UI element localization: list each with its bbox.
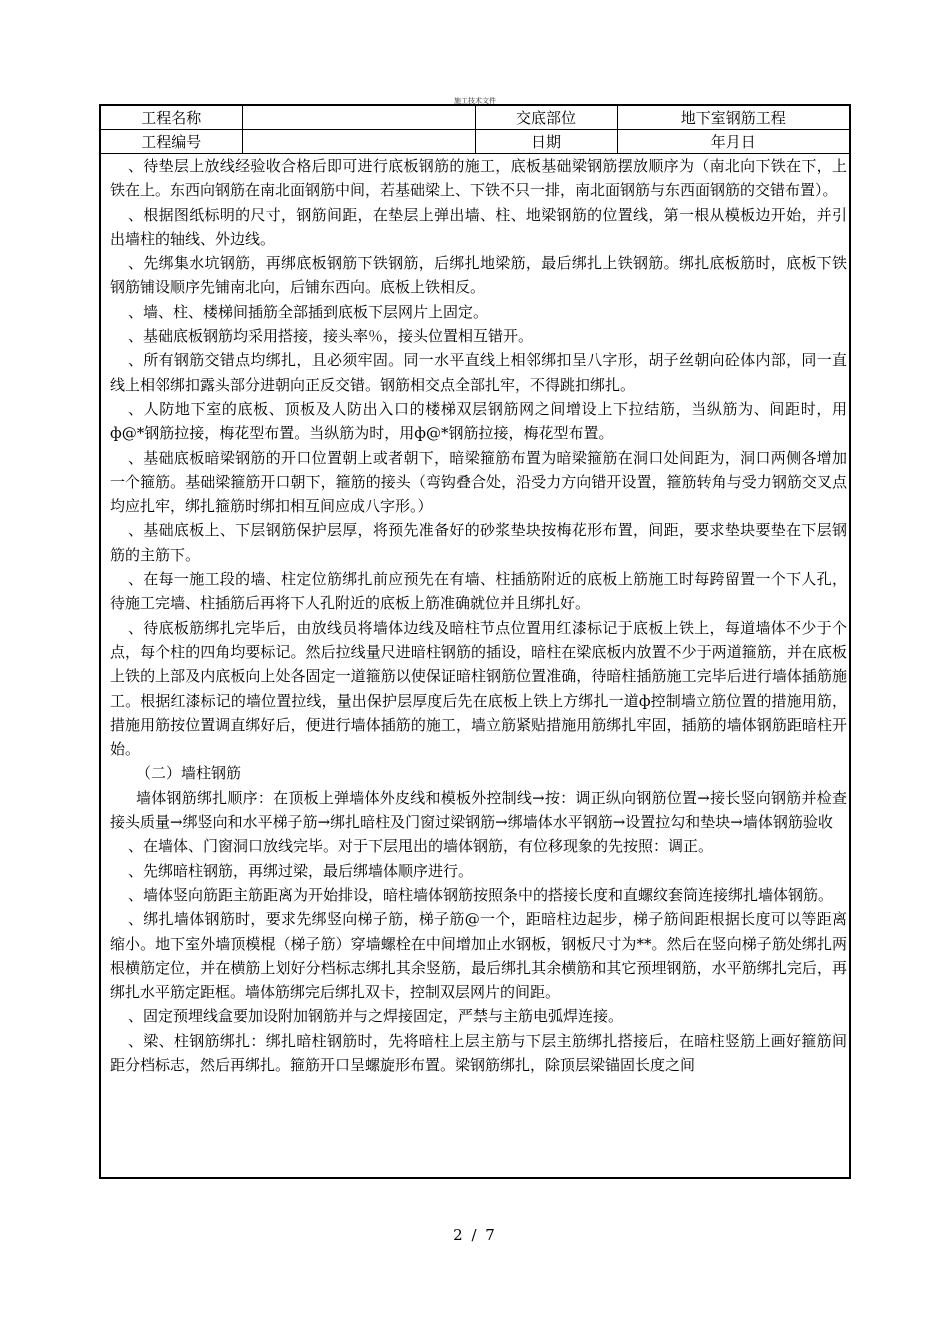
info-row-project <box>101 106 849 130</box>
paragraph: 墙体钢筋绑扎顺序：在顶板上弹墙体外皮线和模板外控制线→按：调正纵向钢筋位置→接长竖向钢筋并检查接头质量→绑竖向和水平梯子筋→绑扎暗柱及门窗过梁钢筋→绑墙体水平钢筋→设置拉勾和垫块→墙体钢筋验收 <box>110 788 847 832</box>
paragraph: 、梁、柱钢筋绑扎：绑扎暗柱钢筋时，先将暗柱上层主筋与下层主筋绑扎搭接后，在暗柱竖筋上画好箍筋间距分档标志，然后再绑扎。箍筋开口呈螺旋形布置。梁钢筋绑扎，除顶层梁锚固长度之间 <box>110 1031 847 1074</box>
paragraph: 、墙、柱、楼梯间插筋全部插到底板下层网片上固定。 <box>128 302 489 321</box>
info-row-number <box>101 130 849 154</box>
paragraph: 、待垫层上放线经验收合格后即可进行底板钢筋的施工，底板基础梁钢筋摆放顺序为（南北向下铁在下，上铁在上。东西向钢筋在南北面钢筋中间，若基础梁上、下铁不只一排，南北面钢筋与东西面钢筋的交错布置）。 <box>110 157 847 200</box>
date-value: 年月日 <box>617 130 849 154</box>
project-no-value <box>242 130 475 154</box>
paragraph: 、在墙体、门窗洞口放线完毕。对于下层甩出的墙体钢筋，有位移现象的先按照：调正。 <box>128 837 714 856</box>
paragraph: 、根据图纸标明的尺寸，钢筋间距，在垫层上弹出墙、柱、地梁钢筋的位置线，第一根从模板边开始，并引出墙柱的轴线、外边线。 <box>110 205 847 248</box>
paragraph: 、待底板筋绑扎完毕后，由放线员将墙体边线及暗柱节点位置用红漆标记于底板上铁上，每道墙体不少于个点，每个柱的四角均要标记。然后拉线量尺进暗柱钢筋的插设，暗柱在梁底板内放置不少于两道箍筋，并在底板上铁的上部及内底板向上处各固定一道箍筋以使保证暗柱钢筋位置准确，待暗柱插筋施工完毕后进行墙体插筋施工。根据红漆标记的墙位置拉线，量出保护层厚度后先在底板上铁上方绑扎一道ф控制墙立筋位置的措施用筋，措施用筋按位置调直绑好后，便进行墙体插筋的施工，墙立筋紧贴措施用筋绑扎牢固，插筋的墙体钢筋距暗柱开始。 <box>110 618 847 759</box>
project-name-value <box>242 106 475 130</box>
subsection-title: （二）墙柱钢筋 <box>136 764 242 783</box>
paragraph: 、固定预埋线盒要加设附加钢筋并与之焊接固定，严禁与主筋电弧焊连接。 <box>128 1007 624 1026</box>
paragraph: 、基础底板暗梁钢筋的开口位置朝上或者朝下，暗梁箍筋布置为暗梁箍筋在洞口处间距为，洞口两侧各增加一个箍筋。基础梁箍筋开口朝下，箍筋的接头（弯钩叠合处，沿受力方向错开设置，箍筋转角与受力钢筋交叉点均应扎牢，绑扎箍筋时绑扣相互间应成八字形。） <box>110 448 847 516</box>
disclosure-content <box>101 154 849 1077</box>
paragraph: 、人防地下室的底板、顶板及人防出入口的楼梯双层钢筋网之间增设上下拉结筋，当纵筋为、间距时，用ф@*钢筋拉接，梅花型布置。当纵筋为时，用ф@*钢筋拉接，梅花型布置。 <box>110 399 847 443</box>
project-name-label: 工程名称 <box>101 106 242 130</box>
paragraph: 、墙体竖向筋距主筋距离为开始排设，暗柱墙体钢筋按照条中的搭接长度和直螺纹套筒连接绑扎墙体钢筋。 <box>128 885 834 904</box>
section-label: 交底部位 <box>475 106 617 130</box>
date-label: 日期 <box>475 130 617 154</box>
info-table <box>101 106 849 154</box>
page-number: 2 / 7 <box>453 1226 497 1244</box>
header-note: 施工技术文件 <box>454 97 496 105</box>
technical-disclosure-sheet <box>99 104 851 1179</box>
paragraph: 、先绑集水坑钢筋，再绑底板钢筋下铁钢筋，后绑扎地梁筋，最后绑扎上铁钢筋。绑扎底板筋时，底板下铁钢筋铺设顺序先铺南北向，后铺东西向。底板上铁相反。 <box>110 254 847 297</box>
paragraph: 、基础底板上、下层钢筋保护层厚，将预先准备好的砂浆垫块按梅花形布置，间距，要求垫块要垫在下层钢筋的主筋下。 <box>110 521 847 564</box>
paragraph: 、绑扎墙体钢筋时，要求先绑竖向梯子筋，梯子筋@一个，距暗柱边起步，梯子筋间距根据长度可以等距离缩小。地下室外墙顶模棍（梯子筋）穿墙螺栓在中间增加止水钢板，钢板尺寸为**。然后在竖向梯子筋处绑扎两根横筋定位，并在横筋上划好分档标志绑扎其余竖筋，最后绑扎其余横筋和其它预埋钢筋，水平筋绑扎完后，再绑扎水平筋定距框。墙体筋绑完后绑扎双卡，控制双层网片的间距。 <box>110 910 847 1002</box>
paragraph: 、在每一施工段的墙、柱定位筋绑扎前应预先在有墙、柱插筋附近的底板上筋施工时每跨留置一个下人孔，待施工完墙、柱插筋后再将下人孔附近的底板上筋准确就位并且绑扎好。 <box>110 570 847 613</box>
section-value: 地下室钢筋工程 <box>617 106 849 130</box>
paragraph: 、基础底板钢筋均采用搭接，接头率％，接头位置相互错开。 <box>128 327 534 346</box>
paragraph: 、所有钢筋交错点均绑扎，且必须牢固。同一水平直线上相邻绑扣呈八字形，胡子丝朝向砼体内部，同一直线上相邻绑扣露头部分进朝向正反交错。钢筋相交点全部扎牢，不得跳扣绑扎。 <box>110 351 847 394</box>
paragraph: 、先绑暗柱钢筋，再绑过梁，最后绑墙体顺序进行。 <box>128 861 474 880</box>
project-no-label: 工程编号 <box>101 130 242 154</box>
